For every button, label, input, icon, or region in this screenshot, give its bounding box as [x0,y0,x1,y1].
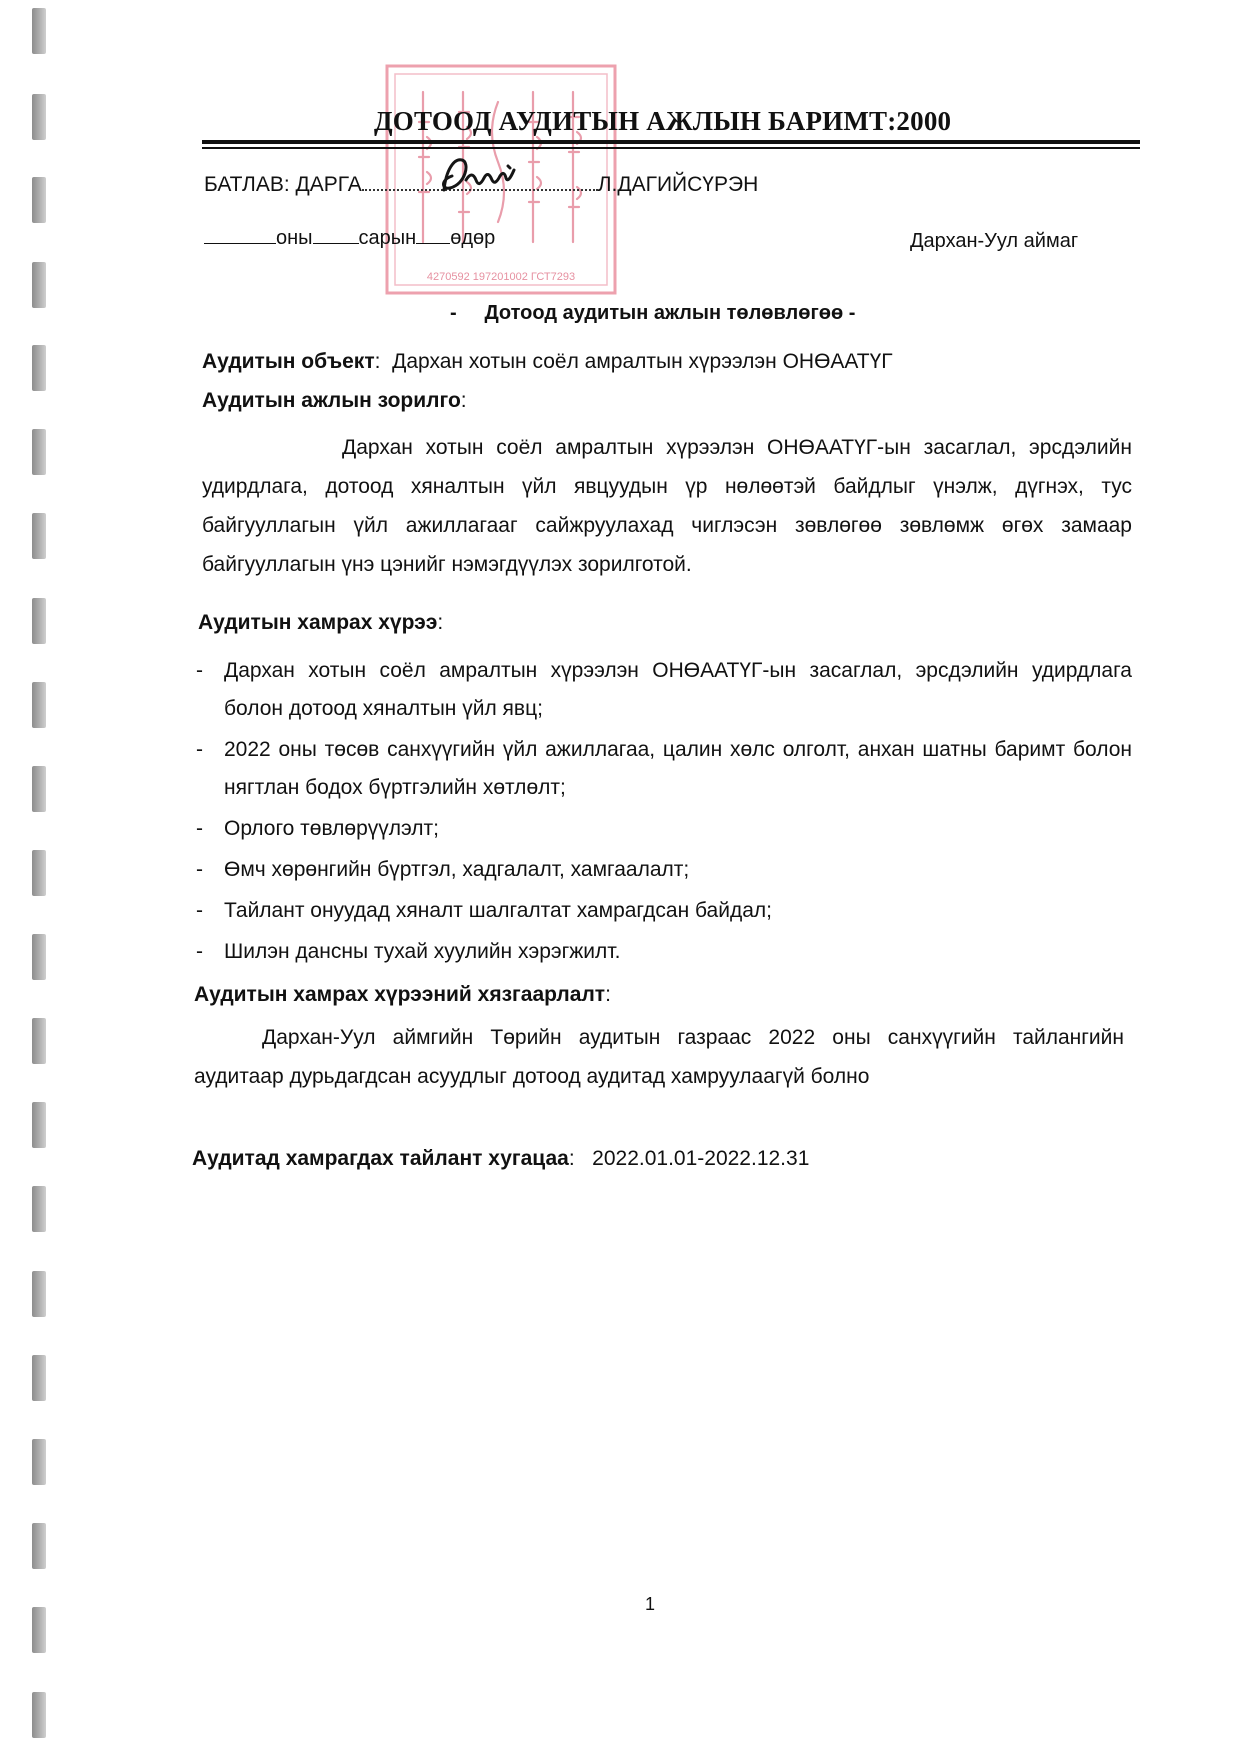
day-blank [416,225,450,244]
page-number: 1 [645,1594,656,1614]
audit-period-label: Аудитад хамрагдах тайлант хугацаа [192,1147,569,1170]
audit-scope-heading: Аудитын хамрах хүрээ: [198,611,444,634]
month-label: сарын [358,227,417,249]
audit-object-label: Аудитын объект [202,350,375,373]
list-item: - Тайлант онуудад хяналт шалгалтат хамрагдсан байдал; [196,892,1132,930]
year-blank [204,225,276,244]
plan-title: - Дотоод аудитын ажлын төлөвлөгөө - [450,302,856,324]
list-item: - Дархан хотын соёл амралтын хүрээлэн ОНӨААТҮГ-ын засаглал, эрсдэлийн удирдлага болон дотоод хяналтын үйл явц; [196,652,1132,728]
list-item: - Шилэн дансны тухай хуулийн хэрэгжилт. [196,933,1132,971]
day-label: өдөр [450,227,496,249]
audit-goal-label: Аудитын ажлын зорилго [202,389,461,412]
place-name: Дархан-Уул аймаг [910,230,1079,252]
audit-period-value: 2022.01.01-2022.12.31 [592,1147,810,1170]
audit-object-line: Аудитын объект: Дархан хотын соёл амралтын хүрээлэн ОНӨААТҮГ [202,350,893,373]
limitation-heading: Аудитын хамрах хүрээний хязгаарлалт: [194,983,611,1006]
limitation-text: Дархан-Уул аймгийн Төрийн аудитын газраас 2022 оны санхүүгийн тайлангийн аудитаар дурьдагдсан асуудлыг дотоод аудитад хамруулаагүй болно [194,1026,1124,1088]
limitation-label: Аудитын хамрах хүрээний хязгаарлалт [194,983,606,1006]
audit-goal-heading: Аудитын ажлын зорилго: [202,389,467,412]
date-line [204,225,495,250]
handwritten-signature [436,150,546,200]
title-rule-thick [202,140,1140,144]
list-item: - Орлого төвлөрүүлэлт; [196,810,1132,848]
audit-goal-text: Дархан хотын соёл амралтын хүрээлэн ОНӨААТҮГ-ын засаглал, эрсдэлийн удирдлага, дотоод хяналтын үйл явцуудын үр нөлөөтэй байдлыг үнэлж, дүгнэх, тус байгууллагын үйл ажиллагааг сайжруулахад чиглэсэн зөвлөгөө зөвлөмж өгөх замаар байгууллагын үнэ цэнийг нэмэгдүүлэх зорилготой. [202,436,1132,576]
audit-scope-label: Аудитын хамрах хүрээ [198,611,438,634]
approver-name: Л.ДАГИЙСҮРЭН [597,173,759,196]
audit-scope-list [196,652,1132,974]
year-label: оны [276,227,313,249]
binder-marks [32,0,52,1763]
audit-period-line: Аудитад хамрагдах тайлант хугацаа: 2022.01.01-2022.12.31 [192,1147,810,1170]
list-item: - 2022 оны төсөв санхүүгийн үйл ажиллагаа, цалин хөлс олголт, анхан шатны баримт болон нягтлан бодох бүртгэлийн хөтлөлт; [196,731,1132,807]
title-rule-thin [202,147,1140,149]
list-item: - Өмч хөрөнгийн бүртгэл, хадгалалт, хамгаалалт; [196,851,1132,889]
svg-text:4270592 197201002 ГСТ7293: 4270592 197201002 ГСТ7293 [426,271,576,283]
document-title: ДОТООД АУДИТЫН АЖЛЫН БАРИМТ:2000 [374,106,952,136]
approval-label: БАТЛАВ: ДАРГА [204,173,362,196]
audit-object-value: Дархан хотын соёл амралтын хүрээлэн ОНӨААТҮГ [392,350,893,373]
month-blank [313,225,359,244]
